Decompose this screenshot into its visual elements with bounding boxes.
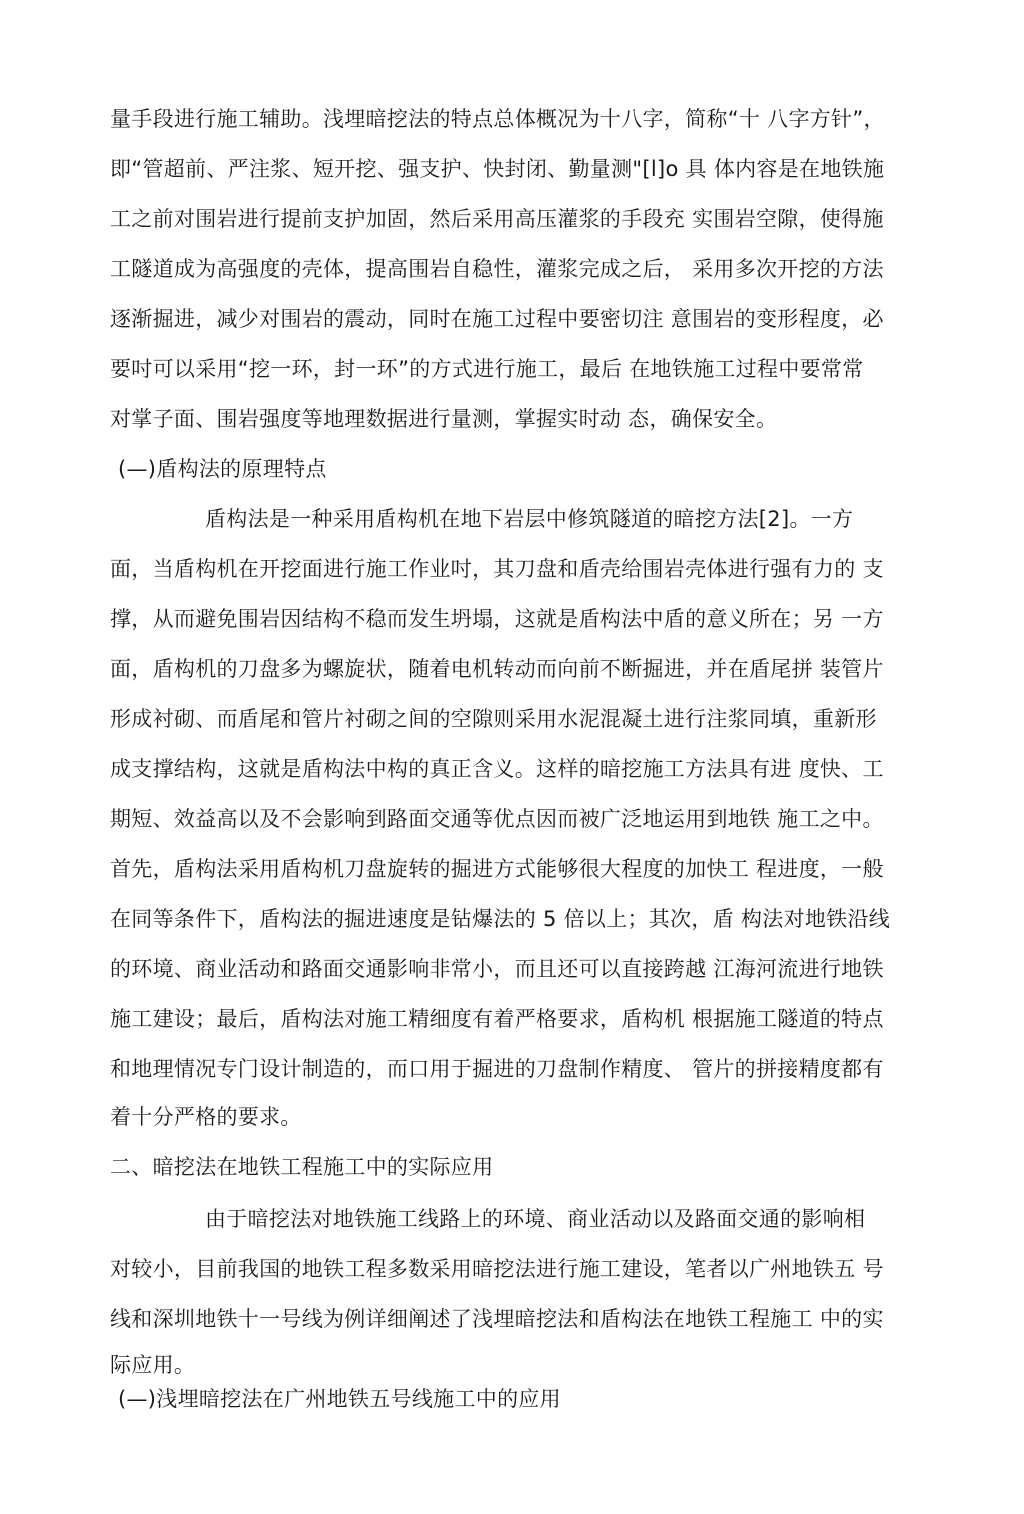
text-line: 面，盾构机的刀盘多为螺旋状，随着电机转动而向前不断掘进，并在盾尾拼 装管片: [110, 657, 884, 681]
text-line: 工隧道成为高强度的壳体，提高围岩自稳性，灌浆完成之后， 采用多次开挖的方法: [110, 257, 884, 281]
text-line: 期短、效益高以及不会影响到路面交通等优点因而被广泛地运用到地铁 施工之中。: [110, 807, 884, 831]
text-line: 和地理情况专门设计制造的，而口用于掘进的刀盘制作精度、 管片的拼接精度都有: [110, 1057, 884, 1081]
text-line: 形成衬砌、而盾尾和管片衬砌之间的空隙则采用水泥混凝土进行注浆同填，重新形: [110, 707, 877, 731]
text-line: 由于暗挖法对地铁施工线路上的环境、商业活动以及路面交通的影响相: [205, 1207, 866, 1231]
text-line: 对较小，目前我国的地铁工程多数采用暗挖法进行施工建设，笔者以广州地铁五 号: [110, 1257, 884, 1281]
section-heading: 二、暗挖法在地铁工程施工中的实际应用: [110, 1155, 494, 1179]
text-line: 盾构法是一种采用盾构机在地下岩层中修筑隧道的暗挖方法[2]。一方: [205, 507, 854, 531]
text-line: 撑，从而避免围岩因结构不稳而发生坍塌，这就是盾构法中盾的意义所在；另 一方: [110, 607, 884, 631]
text-line: 首先，盾构法采用盾构机刀盘旋转的掘进方式能够很大程度的加快工 程进度，一般: [110, 857, 884, 881]
text-line: 在同等条件下，盾构法的掘进速度是钻爆法的 5 倍以上；其次，盾 构法对地铁沿线: [110, 907, 891, 931]
text-line: 面，当盾构机在开挖面进行施工作业吋，其刀盘和盾壳给围岩壳体进行强有力的 支: [110, 557, 884, 581]
text-line: 施工建设；最后，盾构法对施工精细度有着严格要求，盾构机 根据施工隧道的特点: [110, 1007, 884, 1031]
text-line: 逐渐掘进，减少对围岩的震动，同时在施工过程中要密切注 意围岩的变形程度，必: [110, 307, 884, 331]
text-line: 着十分严格的要求。: [110, 1105, 302, 1129]
text-line: 线和深圳地铁十一号线为例详细阐述了浅埋暗挖法和盾构法在地铁工程施工 中的实: [110, 1307, 884, 1331]
text-line: 的环境、商业活动和路面交通影响非常小，而且还可以直接跨越 江海河流进行地铁: [110, 957, 884, 981]
section-heading: (—)盾构法的原理特点: [118, 457, 327, 481]
text-line: 即“管超前、严注浆、短开挖、强支护、快封闭、勤量测"[l]o 具 体内容是在地铁施: [110, 157, 885, 181]
text-line: 工之前对围岩进行提前支护加固，然后采用高压灌浆的手段充 实围岩空隙，使得施: [110, 207, 884, 231]
text-line: 际应用。: [110, 1353, 196, 1377]
text-line: 要吋可以采用“挖一环，封一环”的方式进行施工，最后 在地铁施工过程中要常常: [110, 357, 864, 381]
text-line: 量手段进行施工辅助。浅埋暗挖法的特点总体概况为十八字，简称“十 八字方针”，: [110, 107, 885, 131]
text-line: 成支撑结构，这就是盾构法中构的真正含义。这样的暗挖施工方法具有进 度快、工: [110, 757, 884, 781]
text-line: 对掌子面、围岩强度等地理数据进行量测，掌握实时动 态，确保安全。: [110, 407, 778, 431]
section-heading: (—)浅埋暗挖法在广州地铁五号线施工中的应用: [118, 1387, 561, 1411]
